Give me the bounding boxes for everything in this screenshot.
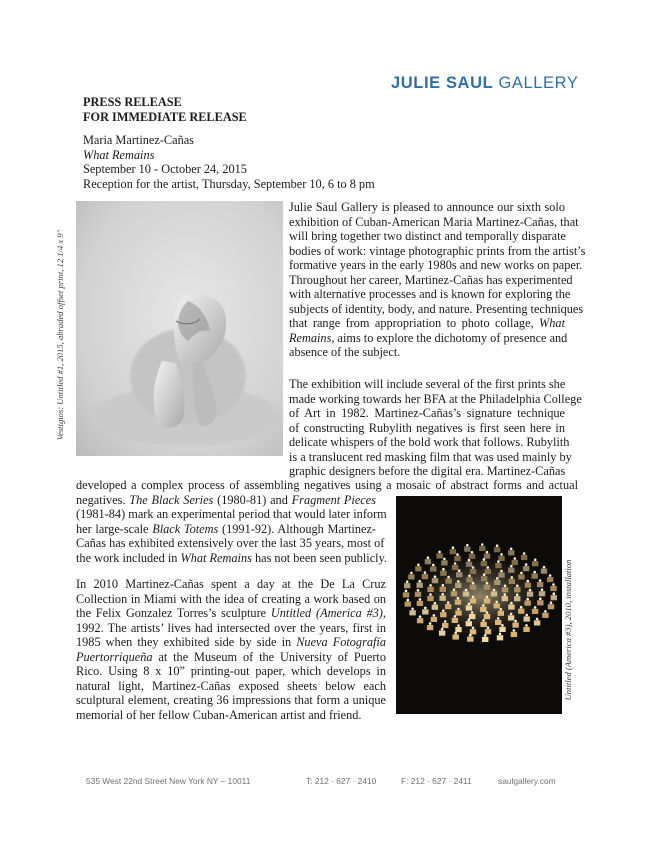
light-bulb [484, 634, 487, 637]
paper-sheet [470, 585, 476, 590]
light-bulb [523, 552, 526, 555]
paper-sheet [494, 603, 500, 608]
light-bulb [453, 589, 456, 592]
paper-sheet [466, 621, 472, 626]
light-bulb [514, 620, 517, 623]
text-line: of constructing Rubylith negatives is first seen here in [289, 420, 565, 435]
paper-sheet [445, 604, 451, 609]
text-line: is a translucent red masking film that was used mainly by [289, 449, 572, 464]
light-bulb [529, 589, 532, 592]
paper-sheet [502, 587, 508, 592]
text-line: bodies of work: vintage photographic prints from the artist’s [289, 243, 586, 258]
footer [0, 776, 657, 788]
paper-sheet [484, 554, 490, 559]
light-bulb [454, 615, 457, 618]
light-bulb [424, 571, 427, 574]
light-bulb [533, 571, 536, 574]
light-bulb [438, 551, 441, 554]
paper-sheet [454, 556, 460, 561]
light-bulb [500, 570, 503, 573]
installation-photo-icon [396, 496, 562, 714]
light-bulb [541, 588, 544, 591]
light-bulb [486, 611, 489, 614]
artist-name: Maria Martinez-Cañas [83, 133, 194, 147]
paper-sheet [499, 627, 505, 632]
light-bulb [465, 589, 468, 592]
light-bulb [468, 618, 471, 621]
light-bulb [552, 583, 555, 586]
paper-sheet [431, 617, 437, 622]
paper-sheet [498, 611, 504, 616]
paper-sheet [525, 601, 531, 606]
paper-sheet [479, 546, 485, 551]
paper-sheet [470, 598, 476, 603]
light-bulb [539, 579, 542, 582]
light-bulb [510, 565, 513, 568]
light-bulb [427, 556, 430, 559]
paper-sheet [404, 583, 410, 588]
text-line: graphic designers before the digital era. Martinez-Cañas [289, 464, 566, 478]
paper-sheet [539, 591, 545, 596]
paper-sheet [484, 614, 490, 619]
text-line: The exhibition will include several of the first prints she [289, 377, 566, 391]
text-line: developed a complex process of assembling negatives using a mosaic of abstract forms and actual [76, 478, 578, 492]
light-bulb [442, 609, 445, 612]
paper-sheet [512, 560, 518, 565]
paper-sheet [470, 629, 476, 634]
light-bulb [441, 593, 444, 596]
paper-sheet [532, 561, 538, 566]
paper-sheet [440, 596, 446, 601]
paper-sheet [508, 550, 514, 555]
paper-sheet [525, 583, 531, 588]
footer-fax: F: 212 · 627 · 2411 [401, 776, 472, 786]
paper-sheet [502, 596, 508, 601]
light-bulb [432, 564, 435, 567]
exhibition-info [83, 133, 375, 191]
light-bulb [534, 606, 537, 609]
paper-sheet [415, 592, 421, 597]
light-bulb [516, 585, 519, 588]
light-bulb [526, 598, 529, 601]
light-bulb [456, 553, 459, 556]
paper-sheet [508, 568, 514, 573]
paper-sheet [495, 620, 501, 625]
light-bulb [549, 574, 552, 577]
paper-sheet [427, 596, 433, 601]
paper-sheet [466, 577, 472, 582]
paper-sheet [422, 574, 428, 579]
paper-sheet [514, 587, 520, 592]
paper-sheet [484, 598, 490, 603]
text-line: sculptural element, creating 36 impressions that form a unique [76, 693, 386, 707]
vestigios-photo-icon [76, 201, 283, 456]
paper-sheet [452, 565, 458, 570]
light-bulb [443, 558, 446, 561]
light-bulb [495, 601, 498, 604]
paper-sheet [467, 637, 473, 642]
light-bulb [487, 566, 490, 569]
light-bulb [500, 608, 503, 611]
text-line: negatives. The Black Series (1980-81) and Fragment Pieces [76, 492, 377, 507]
light-bulb [499, 633, 502, 636]
text-line: Throughout her career, Martinez-Cañas has experimented [289, 272, 573, 287]
paper-sheet [417, 601, 423, 606]
text-line: natural light, Martinez-Cañas exposed sheets below each [76, 678, 386, 693]
paper-sheet [521, 555, 527, 560]
light-bulb [407, 599, 410, 602]
light-bulb [513, 629, 516, 632]
paper-sheet [453, 634, 459, 639]
paper-sheet [470, 569, 476, 574]
paper-sheet [527, 592, 533, 597]
light-bulb [481, 543, 484, 546]
light-bulb [452, 546, 455, 549]
paper-sheet [451, 591, 457, 596]
paper-sheet [455, 627, 461, 632]
paper-sheet [484, 585, 490, 590]
light-bulb [472, 596, 475, 599]
light-bulb [433, 614, 436, 617]
logo-light: GALLERY [493, 74, 579, 92]
logo-bold: JULIE SAUL [391, 74, 494, 92]
paper-sheet [491, 591, 497, 596]
light-bulb [457, 597, 460, 600]
exhibition-title: What Remains [83, 147, 155, 162]
paper-sheet [508, 604, 514, 609]
light-bulb [417, 564, 420, 567]
paper-sheet [441, 560, 447, 565]
paper-sheet [512, 623, 518, 628]
paper-sheet [537, 600, 543, 605]
paper-sheet [436, 553, 442, 558]
paper-sheet [455, 583, 461, 588]
paper-sheet [427, 625, 433, 630]
light-bulb [411, 608, 414, 611]
gallery-logo [391, 74, 578, 93]
text-line: her large-scale Black Totems (1991-92). Although Martinez- [76, 521, 377, 536]
light-bulb [497, 617, 500, 620]
light-bulb [510, 613, 513, 616]
paper-sheet [442, 623, 448, 628]
light-bulb [471, 611, 474, 614]
text-line: memorial of her fellow Cuban-American artist and friend. [76, 707, 362, 722]
paper-sheet [455, 600, 461, 605]
light-bulb [468, 603, 471, 606]
light-bulb [550, 601, 553, 604]
light-bulb [525, 614, 528, 617]
paper-sheet [469, 614, 475, 619]
light-bulb [496, 577, 499, 580]
paper-sheet [551, 595, 557, 600]
light-bulb [525, 624, 528, 627]
light-bulb [501, 624, 504, 627]
caption-image2-text: Untitled (America #3), 2010, installation [563, 559, 573, 701]
light-bulb [447, 576, 450, 579]
text-line: Puertorriqueña at the Museum of the University of Puerto [76, 649, 386, 664]
paper-sheet [550, 586, 556, 591]
paper-sheet [409, 610, 415, 615]
light-bulb [527, 580, 530, 583]
paper-sheet [466, 562, 472, 567]
paper-sheet [497, 635, 503, 640]
paper-sheet [405, 602, 411, 607]
press-release-label: PRESS RELEASE [83, 95, 182, 109]
light-bulb [468, 559, 471, 562]
light-bulb [429, 622, 432, 625]
light-bulb [534, 558, 537, 561]
paper-sheet [523, 566, 529, 571]
paper-sheet [511, 632, 517, 637]
text-line: of Art in 1982. Martinez-Cañas’s signature technique [289, 406, 565, 420]
light-bulb [511, 576, 514, 579]
paper-sheet [498, 556, 504, 561]
text-line: the Felix Gonzalez Torres’s sculpture Untitled (America #3), [76, 606, 386, 620]
paper-sheet [430, 566, 436, 571]
light-bulb [429, 584, 432, 587]
text-line: the work included in What Remains has not been seen publicly. [76, 550, 388, 565]
light-bulb [504, 585, 507, 588]
light-bulb [410, 572, 413, 575]
light-bulb [500, 553, 503, 556]
light-bulb [454, 632, 457, 635]
light-bulb [536, 618, 539, 621]
light-bulb [486, 551, 489, 554]
paper-sheet [440, 587, 446, 592]
light-bulb [482, 604, 485, 607]
light-bulb [493, 589, 496, 592]
light-bulb [514, 557, 517, 560]
light-bulb [434, 602, 437, 605]
text-line: Remains, aims to explore the dichotomy of presence and [289, 330, 568, 345]
paper-sheet [417, 583, 423, 588]
caption-image1-text: Vestigios: Untitled #1, 2015, abraded offset print, 12 1/4 x 9" [55, 229, 65, 441]
paper-sheet [541, 569, 547, 574]
light-bulb [487, 626, 490, 629]
paper-sheet [480, 622, 486, 627]
light-bulb [539, 598, 542, 601]
footer-website: saulgallery.com [498, 776, 556, 786]
paper-sheet [439, 631, 445, 636]
paper-sheet [455, 610, 461, 615]
artwork-image-vestigios [76, 201, 283, 456]
light-bulb [454, 562, 457, 565]
text-line: Cañas has exhibited extensively over the last 35 years, most of [76, 536, 385, 550]
light-bulb [447, 601, 450, 604]
paper-sheet [456, 572, 462, 577]
paper-sheet [403, 592, 409, 597]
light-bulb [429, 593, 432, 596]
paper-sheet [494, 547, 500, 552]
light-bulb [510, 548, 513, 551]
light-bulb [442, 584, 445, 587]
footer-phone: T: 212 · 627 · 2410 [306, 776, 377, 786]
paper-sheet [450, 549, 456, 554]
exhibition-dates: September 10 - October 24, 2015 [83, 162, 247, 176]
text-line: In 2010 Martinez-Cañas spent a day at the De La Cruz [76, 577, 386, 591]
paper-sheet [518, 574, 524, 579]
light-bulb [471, 551, 474, 554]
light-bulb [418, 580, 421, 583]
paper-sheet [422, 609, 428, 614]
paper-sheet [463, 591, 469, 596]
paper-sheet [523, 627, 529, 632]
light-bulb [469, 634, 472, 637]
text-line: Collection in Miami with the idea of creating a work based on [76, 591, 386, 606]
text-line: (1981-84) mark an experimental period that would later inform [76, 507, 387, 521]
light-bulb [466, 544, 469, 547]
light-bulb [419, 598, 422, 601]
text-line: with alternative processes and is known for exploring the [289, 287, 571, 301]
text-line: subjects of identity, body, and nature. Presenting techniques [289, 301, 584, 316]
paper-sheet [427, 587, 433, 592]
text-line: 1985 when they exhibited side by side in Nueva Fotografía [76, 635, 386, 649]
paper-sheet [508, 615, 514, 620]
paper-sheet [509, 579, 515, 584]
light-bulb [468, 575, 471, 578]
light-bulb [405, 590, 408, 593]
paper-sheet [417, 618, 423, 623]
light-bulb [525, 563, 528, 566]
light-bulb [486, 596, 489, 599]
light-bulb [457, 580, 460, 583]
paper-sheet [532, 574, 538, 579]
paper-sheet [466, 605, 472, 610]
paper-sheet [537, 582, 543, 587]
artwork-image-installation [396, 496, 562, 714]
paper-sheet [440, 571, 446, 576]
paper-sheet [432, 605, 438, 610]
reception-line: Reception for the artist, Thursday, September 10, 6 to 8 pm [83, 176, 375, 191]
paper-sheet [485, 569, 491, 574]
text-line: formative years in the early 1980s and new works on paper. [289, 258, 583, 272]
footer-address: 535 West 22nd Street New York NY – 10011 [86, 776, 251, 786]
paper-sheet [452, 618, 458, 623]
paper-sheet [480, 607, 486, 612]
light-bulb [510, 602, 513, 605]
light-bulb [444, 620, 447, 623]
light-bulb [482, 619, 485, 622]
paper-sheet [415, 566, 421, 571]
paper-sheet [481, 576, 487, 581]
immediate-release-label: FOR IMMEDIATE RELEASE [83, 109, 247, 124]
text-line: Julie Saul Gallery is pleased to announce our sixth solo [289, 200, 565, 214]
paper-sheet [494, 580, 500, 585]
light-bulb [553, 592, 556, 595]
paper-sheet [432, 578, 438, 583]
light-bulb [417, 589, 420, 592]
light-bulb [441, 628, 444, 631]
paper-sheet [495, 563, 501, 568]
light-bulb [424, 607, 427, 610]
paper-sheet [518, 609, 524, 614]
light-bulb [520, 606, 523, 609]
paper-sheet [532, 609, 538, 614]
light-bulb [544, 610, 547, 613]
paper-sheet [547, 577, 553, 582]
light-bulb [520, 572, 523, 575]
light-bulb [406, 580, 409, 583]
light-bulb [472, 627, 475, 630]
light-bulb [516, 593, 519, 596]
text-line: that range from appropriation to photo collage, What [289, 316, 565, 330]
text-line: delicate whispers of the bold work that follows. Rubylith [289, 435, 570, 449]
paper-sheet [514, 596, 520, 601]
paper-sheet [524, 616, 530, 621]
text-line: made working towards her BFA at the Philadelphia College [289, 391, 582, 406]
text-line: 1992. The artists’ lives had intersected over the years, first in [76, 620, 386, 635]
light-bulb [486, 582, 489, 585]
text-line: exhibition of Cuban-American Maria Martinez-Cañas, that [289, 214, 579, 229]
paper-sheet [542, 613, 548, 618]
light-bulb [504, 593, 507, 596]
light-bulb [457, 624, 460, 627]
paper-sheet [485, 629, 491, 634]
paper-sheet [482, 637, 488, 642]
light-bulb [434, 575, 437, 578]
paper-sheet [498, 572, 504, 577]
text-line: Rico. Using 8 x 10” printing-out paper, which develops in [76, 664, 386, 678]
light-bulb [543, 566, 546, 569]
light-bulb [419, 615, 422, 618]
paper-sheet [548, 604, 554, 609]
paper-sheet [408, 574, 414, 579]
light-bulb [442, 568, 445, 571]
paper-sheet [469, 554, 475, 559]
paper-sheet [445, 578, 451, 583]
text-line: will bring together two distinct and temporally disparate [289, 229, 566, 243]
press-header [83, 95, 247, 124]
paper-sheet [440, 612, 446, 617]
text-line: absence of the subject. [289, 345, 401, 359]
light-bulb [457, 608, 460, 611]
paper-sheet [481, 561, 487, 566]
paper-sheet [425, 559, 431, 564]
light-bulb [496, 544, 499, 547]
paper-sheet [534, 620, 540, 625]
paper-sheet [464, 547, 470, 552]
